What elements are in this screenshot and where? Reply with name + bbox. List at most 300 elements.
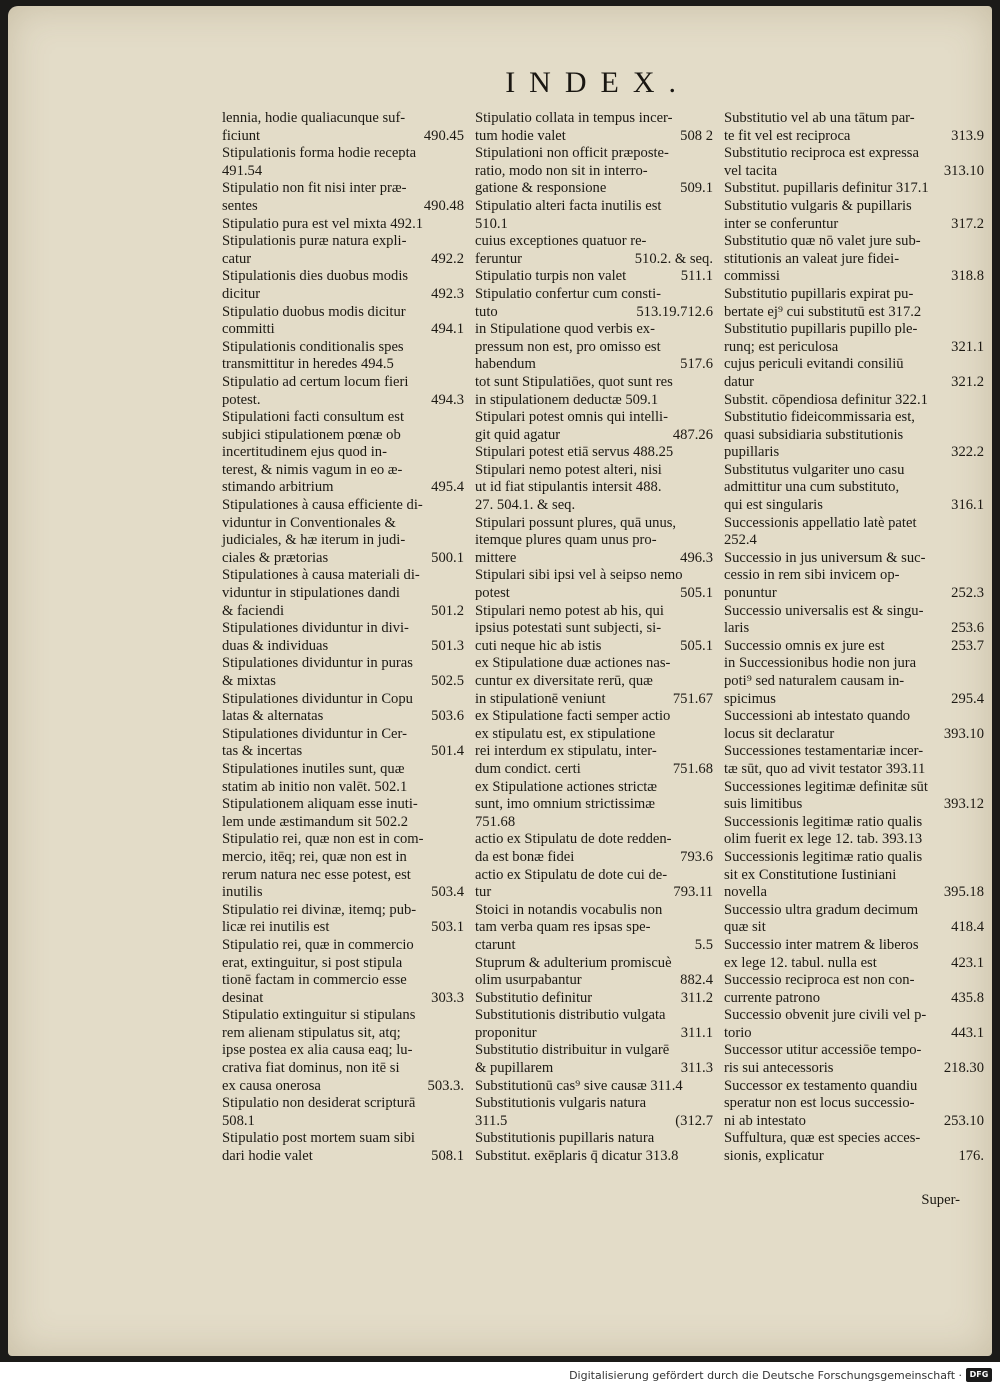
- index-entry-text: habendum: [475, 356, 536, 373]
- index-entry-text: viduntur in stipulationes dandi: [222, 585, 400, 602]
- index-entry-text: sionis, explicatur: [724, 1148, 824, 1165]
- index-entry-text: olim usurpabantur: [475, 972, 582, 989]
- index-entry: [475, 550, 721, 568]
- index-entry-text: Stipulationes à causa efficiente di-: [222, 497, 423, 514]
- index-entry: [475, 304, 721, 322]
- index-entry-text: Stoici in notandis vocabulis non: [475, 901, 663, 918]
- index-entry: [222, 268, 472, 286]
- index-column-2: [475, 110, 721, 1166]
- index-entry-text: ni ab intestato: [724, 1112, 806, 1129]
- index-entry-ref: 882.4: [680, 972, 713, 989]
- index-entry: [475, 339, 721, 357]
- index-entry-text: latas & alternatas: [222, 708, 324, 725]
- index-entry-text: locus sit declaratur: [724, 725, 835, 742]
- index-entry-text: Successio obvenit jure civili vel p-: [724, 1007, 927, 1024]
- index-entry: [475, 884, 721, 902]
- index-entry: [724, 444, 992, 462]
- index-entry-text: actio ex Stipulatu de dote cui de-: [475, 866, 668, 883]
- index-entry-text: runq; est periculosa: [724, 338, 839, 355]
- index-entry: [222, 462, 472, 480]
- index-entry-text: Substitutio vel ab una tātum par-: [724, 110, 915, 126]
- index-entry: [475, 515, 721, 533]
- index-entry-text: Stipulationis forma hodie recepta: [222, 145, 417, 162]
- index-entry: [475, 919, 721, 937]
- index-entry: [475, 867, 721, 885]
- index-entry-ref: 393.12: [943, 796, 984, 813]
- index-entry-ref: 503.3.: [427, 1077, 464, 1094]
- index-entry: [475, 726, 721, 744]
- index-entry-ref: 501.4: [431, 743, 464, 760]
- index-entry-ref: 502.5: [431, 673, 464, 689]
- index-entry-text: Stipulatio duobus modis dicitur: [222, 303, 406, 320]
- index-entry-ref: 253.7: [951, 637, 984, 654]
- index-entry-text: rerum natura nec esse potest, est: [222, 866, 411, 883]
- index-entry-text: ctarunt: [475, 936, 516, 953]
- index-entry: [222, 216, 472, 234]
- index-entry-text: Successio in jus universum & suc-: [724, 549, 926, 566]
- index-entry: [222, 585, 472, 603]
- index-entry-text: Successio ultra gradum decimum: [724, 901, 919, 918]
- index-entry-text: ut id fiat stipulantis intersit 488.: [475, 479, 662, 496]
- index-entry-ref: 505.1: [680, 585, 713, 602]
- index-entry: [222, 304, 472, 322]
- index-entry: [475, 233, 721, 251]
- index-entry-ref: 218.30: [943, 1060, 984, 1077]
- index-entry-text: vel tacita: [724, 162, 778, 179]
- index-entry: [222, 145, 472, 163]
- index-entry-text: mittere: [475, 549, 517, 566]
- index-entry: [724, 128, 992, 146]
- index-entry: [222, 620, 472, 638]
- index-entry: [724, 268, 992, 286]
- index-entry-text: 491.54: [222, 162, 263, 179]
- index-entry-text: lennia, hodie qualiacunque suf-: [222, 110, 406, 126]
- index-entry: [222, 708, 472, 726]
- index-entry-text: qui est singularis: [724, 497, 823, 514]
- index-entry: [475, 1007, 721, 1025]
- index-entry-text: bertate ej⁹ cui substitutū est 317.2: [724, 303, 922, 320]
- index-entry: [475, 620, 721, 638]
- index-entry-text: itemque plures quam unus pro-: [475, 532, 657, 549]
- index-entry-text: ex Stipulatione duæ actiones nas-: [475, 655, 671, 672]
- index-entry-text: sentes: [222, 197, 258, 214]
- index-entry-text: ipse postea ex alia causa eaq; lu-: [222, 1042, 413, 1059]
- index-entry-ref: 303.3: [431, 989, 464, 1006]
- index-entry-ref: 492.2: [431, 250, 464, 267]
- index-entry: [724, 849, 992, 867]
- index-entry: [222, 128, 472, 146]
- index-entry: [475, 321, 721, 339]
- index-entry: [222, 1113, 472, 1131]
- index-entry: [475, 585, 721, 603]
- index-entry: [222, 198, 472, 216]
- index-entry-ref: 313.10: [943, 162, 984, 179]
- index-entry-text: potest: [475, 585, 510, 602]
- index-entry: [724, 145, 992, 163]
- index-entry-text: Substitutionū cas⁹ sive causæ 311.4: [475, 1077, 683, 1094]
- index-entry: [475, 673, 721, 691]
- index-entry-text: inter se conferuntur: [724, 215, 839, 232]
- index-entry-text: da est bonæ fidei: [475, 848, 575, 865]
- index-entry-text: Successionis appellatio latè patet: [724, 514, 917, 531]
- index-entry-text: Stipulari potest omnis qui intelli-: [475, 409, 668, 426]
- index-entry: [222, 1007, 472, 1025]
- index-entry: [724, 1095, 992, 1113]
- index-entry: [475, 145, 721, 163]
- index-column-3: [724, 110, 992, 1166]
- index-column-1: [222, 110, 472, 1166]
- index-entry-text: Substitutio distribuitur in vulgarē: [475, 1042, 670, 1059]
- index-entry-text: ex stipulatu est, ex stipulatione: [475, 725, 656, 742]
- index-entry-text: tionē factam in commercio esse: [222, 972, 407, 989]
- index-entry: [222, 163, 472, 181]
- index-entry: [222, 321, 472, 339]
- index-entry: [724, 1060, 992, 1078]
- index-entry: [475, 1060, 721, 1078]
- index-entry-ref: 503.4: [431, 884, 464, 901]
- index-entry-text: terest, & nimis vagum in eo æ-: [222, 461, 403, 478]
- index-entry-text: Stipulationi facti consultum est: [222, 409, 404, 426]
- index-entry-text: cuius exceptiones quatuor re-: [475, 233, 647, 250]
- index-entry-text: Stipulatio confertur cum consti-: [475, 285, 662, 302]
- index-entry-text: stimando arbitrium: [222, 479, 334, 496]
- index-entry-text: Stipulatio collata in tempus incer-: [475, 110, 673, 126]
- index-entry-text: quæ sit: [724, 919, 766, 936]
- index-entry: [475, 603, 721, 621]
- index-entry: [222, 779, 472, 797]
- index-entry-text: ratio, modo non sit in interro-: [475, 162, 648, 179]
- index-entry: [475, 128, 721, 146]
- index-entry: [724, 673, 992, 691]
- dfg-logo-icon: DFG: [966, 1368, 992, 1382]
- index-entry-ref: 492.3: [431, 285, 464, 302]
- index-entry: [222, 550, 472, 568]
- index-entry: [724, 497, 992, 515]
- index-entry: [222, 339, 472, 357]
- index-entry-text: & mixtas: [222, 673, 276, 689]
- index-entry: [222, 1148, 472, 1166]
- index-entry-text: Substitutio vulgaris & pupillaris: [724, 197, 912, 214]
- index-entry: [475, 427, 721, 445]
- index-entry-text: 252.4: [724, 532, 757, 549]
- page-title: INDEX.: [505, 66, 690, 99]
- index-entry: [724, 955, 992, 973]
- index-entry-ref: 508 2: [680, 127, 713, 144]
- index-entry: [475, 1078, 721, 1096]
- index-entry: [222, 515, 472, 533]
- index-entry-ref: 490.48: [423, 197, 464, 214]
- index-entry-text: Successionis legitimæ ratio qualis: [724, 813, 923, 830]
- index-entry: [724, 726, 992, 744]
- index-entry: [724, 743, 992, 761]
- index-entry-text: tæ sūt, quo ad vivit testator 393.11: [724, 760, 926, 777]
- index-entry: [724, 515, 992, 533]
- index-entry-text: tot sunt Stipulatiōes, quot sunt res: [475, 373, 673, 390]
- index-entry-text: in Stipulatione quod verbis ex-: [475, 321, 655, 338]
- index-entry: [724, 603, 992, 621]
- index-entry-text: Stipulatio rei, quæ in commercio: [222, 936, 414, 953]
- index-entry-text: & pupillarem: [475, 1060, 554, 1077]
- index-entry-ref: 503.6: [431, 708, 464, 725]
- index-entry-ref: (312.7: [675, 1112, 713, 1129]
- index-entry-text: Substitut. pupillaris definitur 317.1: [724, 180, 929, 197]
- index-entry-text: erat, extinguitur, si post stipula: [222, 954, 403, 971]
- index-entry-ref: 490.45: [423, 127, 464, 144]
- index-entry: [724, 972, 992, 990]
- index-entry-text: ex Stipulatione facti semper actio: [475, 708, 671, 725]
- index-entry: [222, 1078, 472, 1096]
- index-entry: [222, 356, 472, 374]
- index-entry-text: judiciales, & hæ iterum in judi-: [222, 532, 406, 549]
- index-entry: [724, 1148, 992, 1166]
- index-entry-text: ex lege 12. tabul. nulla est: [724, 954, 877, 971]
- index-entry: [475, 1025, 721, 1043]
- index-entry-text: Successio reciproca est non con-: [724, 972, 915, 989]
- index-entry-text: sunt, imo omnium strictissimæ: [475, 796, 656, 813]
- index-entry-ref: 311.3: [680, 1060, 713, 1077]
- index-entry: [475, 1130, 721, 1148]
- index-entry-text: rem alienam stipulatus sit, atq;: [222, 1024, 401, 1041]
- index-entry: [475, 638, 721, 656]
- index-entry: [724, 814, 992, 832]
- index-entry-text: subjici stipulationem pœnæ ob: [222, 426, 401, 443]
- index-entry-text: Substitutio reciproca est expressa: [724, 145, 919, 162]
- index-entry-ref: 501.3: [431, 637, 464, 654]
- index-entry: [222, 286, 472, 304]
- index-entry-ref: 321.1: [951, 338, 984, 355]
- index-entry: [475, 216, 721, 234]
- index-entry: [475, 1042, 721, 1060]
- index-entry: [475, 163, 721, 181]
- index-entry: [475, 1095, 721, 1113]
- index-entry-ref: 513.19.712.6: [636, 303, 713, 320]
- index-entry-text: gatione & responsione: [475, 180, 607, 197]
- index-entry-text: desinat: [222, 989, 264, 1006]
- index-entry: [475, 462, 721, 480]
- index-entry-text: Stipulationis conditionalis spes: [222, 338, 404, 355]
- index-entry: [222, 392, 472, 410]
- index-entry-text: proponitur: [475, 1024, 537, 1041]
- index-entry: [222, 567, 472, 585]
- index-entry: [724, 1042, 992, 1060]
- index-entry: [475, 972, 721, 990]
- index-entry: [475, 796, 721, 814]
- index-entry: [222, 251, 472, 269]
- index-entry-ref: 316.1: [951, 497, 984, 514]
- index-entry-text: novella: [724, 884, 767, 901]
- index-entry-text: Stipulatio pura est vel mixta 492.1: [222, 215, 424, 232]
- index-entry-text: licæ rei inutilis est: [222, 919, 330, 936]
- index-entry-ref: 496.3: [680, 549, 713, 566]
- index-entry-ref: 435.8: [951, 989, 984, 1006]
- index-entry: [724, 779, 992, 797]
- index-entry: [222, 427, 472, 445]
- index-entry: [475, 444, 721, 462]
- index-entry-ref: 176.: [958, 1148, 984, 1165]
- index-entry: [724, 585, 992, 603]
- index-entry-text: Stipulationi non officit præposte-: [475, 145, 669, 162]
- index-entry: [222, 1095, 472, 1113]
- index-entry: [222, 814, 472, 832]
- index-entry: [475, 937, 721, 955]
- index-entry: [724, 409, 992, 427]
- index-entry-text: ris sui antecessoris: [724, 1060, 834, 1077]
- index-entry-text: Stipulatio alteri facta inutilis est: [475, 197, 662, 214]
- index-entry: [724, 110, 992, 128]
- index-entry-text: Substitutio pupillaris pupillo ple-: [724, 321, 918, 338]
- index-entry-text: Substitutionis vulgaris natura: [475, 1095, 647, 1112]
- index-entry: [724, 251, 992, 269]
- index-entry-text: Substitutionis distributio vulgata: [475, 1007, 666, 1024]
- index-entry-text: Successiones legitimæ definitæ sūt: [724, 778, 928, 795]
- index-entry-text: git quid agatur: [475, 426, 561, 443]
- index-entry-text: inutilis: [222, 884, 263, 901]
- index-entry-text: ciales & prætorias: [222, 549, 329, 566]
- index-entry-text: Stipulatio ad certum locum fieri: [222, 373, 409, 390]
- index-entry: [222, 603, 472, 621]
- index-entry-text: rei interdum ex stipulatu, inter-: [475, 743, 657, 760]
- index-entry-text: tam verba quam res ipsas spe-: [475, 919, 651, 936]
- index-entry-ref: 5.5: [694, 936, 713, 953]
- index-entry: [222, 233, 472, 251]
- index-entry: [222, 1060, 472, 1078]
- index-entry-text: Stipulationes dividuntur in Cer-: [222, 725, 407, 742]
- index-entry-ref: 494.3: [431, 391, 464, 408]
- index-entry: [475, 955, 721, 973]
- index-entry-text: sit ex Constitutione Iustiniani: [724, 866, 897, 883]
- index-entry: [724, 392, 992, 410]
- index-entry: [475, 761, 721, 779]
- index-entry: [475, 479, 721, 497]
- index-entry: [475, 779, 721, 797]
- index-entry-ref: 311.2: [680, 989, 713, 1006]
- index-entry: [724, 198, 992, 216]
- index-entry-ref: 793.6: [680, 848, 713, 865]
- index-entry: [475, 708, 721, 726]
- index-entry-ref: 793.11: [673, 884, 713, 901]
- index-entry-text: ipsius potestati sunt subjecti, si-: [475, 620, 662, 637]
- index-entry-ref: 393.10: [943, 725, 984, 742]
- index-entry-text: Stipulari possunt plures, quā unus,: [475, 514, 677, 531]
- index-entry: [222, 691, 472, 709]
- index-entry-text: cessio in rem sibi invicem op-: [724, 567, 900, 584]
- index-entry: [724, 902, 992, 920]
- index-entry-ref: 500.1: [431, 549, 464, 566]
- index-entry-text: ponuntur: [724, 585, 777, 602]
- index-entry: [222, 726, 472, 744]
- index-entry: [222, 409, 472, 427]
- index-entry-ref: 395.18: [943, 884, 984, 901]
- index-entry: [222, 374, 472, 392]
- index-entry: [724, 356, 992, 374]
- index-entry-text: Stipulationem aliquam esse inuti-: [222, 796, 418, 813]
- index-entry-text: & faciendi: [222, 602, 284, 619]
- index-entry-text: Suffultura, quæ est species acces-: [724, 1130, 921, 1147]
- index-entry-text: pupillaris: [724, 444, 780, 461]
- index-entry-text: Substitutio fideicommissaria est,: [724, 409, 915, 426]
- index-entry: [724, 884, 992, 902]
- index-entry: [475, 374, 721, 392]
- index-entry-ref: 487.26: [672, 426, 713, 443]
- index-entry: [724, 567, 992, 585]
- index-entry: [724, 796, 992, 814]
- index-entry: [724, 937, 992, 955]
- index-entry-ref: 511.1: [680, 268, 713, 285]
- index-entry-text: Substit. cōpendiosa definitur 322.1: [724, 391, 928, 408]
- index-entry: [724, 462, 992, 480]
- index-entry: [475, 356, 721, 374]
- index-entry-text: Stipulari potest etiā servus 488.25: [475, 444, 674, 461]
- index-entry: [222, 638, 472, 656]
- index-entry: [222, 955, 472, 973]
- index-entry-text: stitutionis an valeat jure fidei-: [724, 250, 900, 267]
- index-entry-ref: 509.1: [680, 180, 713, 197]
- index-entry-text: Successor ex testamento quandiu: [724, 1077, 918, 1094]
- index-entry: [222, 180, 472, 198]
- index-entry: [222, 972, 472, 990]
- index-entry: [724, 620, 992, 638]
- index-entry-text: Substitutionis pupillaris natura: [475, 1130, 655, 1147]
- index-entry-ref: 751.67: [672, 690, 713, 707]
- index-entry: [475, 532, 721, 550]
- index-entry: [724, 479, 992, 497]
- index-entry: [475, 180, 721, 198]
- index-entry: [724, 990, 992, 1008]
- index-entry-text: Successor utitur accessiōe tempo-: [724, 1042, 922, 1059]
- index-entry-text: in stipulationē veniunt: [475, 690, 606, 707]
- index-entry-ref: 495.4: [431, 479, 464, 496]
- index-entry: [724, 550, 992, 568]
- index-entry-text: currente patrono: [724, 989, 821, 1006]
- index-entry-text: transmittitur in heredes 494.5: [222, 356, 394, 373]
- index-entry: [724, 163, 992, 181]
- index-entry-ref: 443.1: [951, 1024, 984, 1041]
- index-entry-text: Stipulatio rei, quæ non est in com-: [222, 831, 424, 848]
- index-entry: [475, 814, 721, 832]
- index-entry-text: quasi subsidiaria substitutionis: [724, 426, 904, 443]
- index-entry-text: Successiones testamentariæ incer-: [724, 743, 924, 760]
- index-entry-text: in Successionibus hodie non jura: [724, 655, 917, 672]
- index-entry: [222, 110, 472, 128]
- index-entry: [475, 286, 721, 304]
- index-entry: [222, 1025, 472, 1043]
- index-entry: [724, 1130, 992, 1148]
- index-entry: [475, 251, 721, 269]
- index-entry-text: ex Stipulatione actiones strictæ: [475, 778, 657, 795]
- index-entry-ref: 505.1: [680, 637, 713, 654]
- index-entry-text: cujus periculi evitandi consiliū: [724, 356, 904, 373]
- index-entry-text: laris: [724, 620, 750, 637]
- index-entry-text: dari hodie valet: [222, 1148, 313, 1165]
- index-entry-text: Stipulatio extinguitur si stipulans: [222, 1007, 416, 1024]
- index-entry: [724, 1113, 992, 1131]
- index-entry-text: statim ab initio non valēt. 502.1: [222, 778, 408, 795]
- index-entry-text: Stipulationes dividuntur in puras: [222, 655, 413, 672]
- index-entry-text: lem unde æstimandum sit 502.2: [222, 813, 409, 830]
- index-entry-text: in stipulationem deductæ 509.1: [475, 391, 659, 408]
- index-entry-text: tuto: [475, 303, 498, 320]
- index-entry: [475, 655, 721, 673]
- index-entry-text: 510.1: [475, 215, 508, 232]
- index-entry-text: duas & individuas: [222, 637, 329, 654]
- index-entry: [222, 761, 472, 779]
- catchword: Super-: [921, 1192, 960, 1208]
- index-entry: [475, 849, 721, 867]
- index-entry: [724, 216, 992, 234]
- index-entry-text: incertitudinem ejus quod in-: [222, 444, 387, 461]
- index-entry-text: 311.5: [475, 1112, 508, 1129]
- index-entry: [475, 497, 721, 515]
